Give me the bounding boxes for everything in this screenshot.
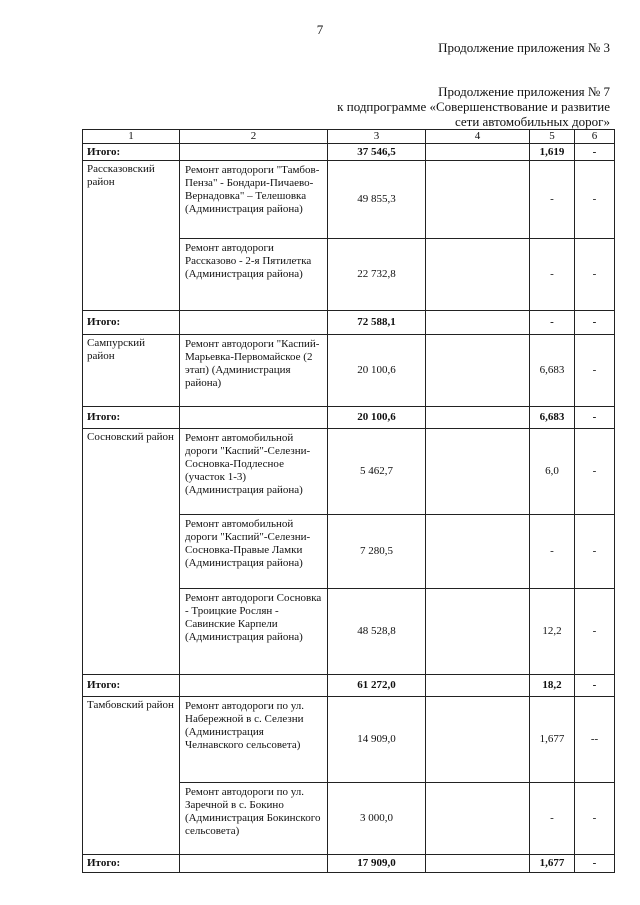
length: - [530, 239, 575, 311]
header-cell: 6 [575, 130, 615, 144]
work-description: Ремонт автодороги "Тамбов-Пенза" - Бондари-Пичаево-Вернадовка" – Телешовка (Администрация района) [180, 161, 328, 239]
work-description: Ремонт автодороги Сосновка - Троицкие Рослян - Савинские Карпели (Администрация района) [180, 589, 328, 675]
header-cell: 4 [426, 130, 530, 144]
work-description: Ремонт автодороги по ул. Набережной в с. Селезни (Администрация Челнавского сельсовета) [180, 697, 328, 783]
district-name: Сосновский район [83, 429, 180, 675]
amount: 3 000,0 [328, 783, 426, 855]
col6: - [575, 161, 615, 239]
table-row [83, 161, 615, 239]
length: 12,2 [530, 589, 575, 675]
total-row [83, 407, 615, 429]
table-row [83, 335, 615, 407]
length: - [530, 161, 575, 239]
header-cell: 3 [328, 130, 426, 144]
work-description: Ремонт автодороги по ул. Заречной в с. Бокино (Администрация Бокинского сельсовета) [180, 783, 328, 855]
work-description: Ремонт автодороги Рассказово - 2-я Пятилетка (Администрация района) [180, 239, 328, 311]
header-cell: 1 [83, 130, 180, 144]
col6: - [575, 589, 615, 675]
total-label: Итого: [83, 855, 180, 873]
amount: 7 280,5 [328, 515, 426, 589]
total-length: 6,683 [530, 407, 575, 429]
header-cell: 5 [530, 130, 575, 144]
length: - [530, 515, 575, 589]
amount: 22 732,8 [328, 239, 426, 311]
total-row [83, 311, 615, 335]
page-number: 7 [316, 22, 324, 37]
total-col6: - [575, 144, 615, 161]
total-label: Итого: [83, 407, 180, 429]
header-cell: 2 [180, 130, 328, 144]
amount: 48 528,8 [328, 589, 426, 675]
appendix-7-line2: к подпрограмме «Совершенствование и развитие [337, 99, 610, 114]
total-length: 1,619 [530, 144, 575, 161]
total-amount: 61 272,0 [328, 675, 426, 697]
total-col6: - [575, 675, 615, 697]
total-amount: 72 588,1 [328, 311, 426, 335]
total-row [83, 675, 615, 697]
table-row [83, 429, 615, 515]
col6: - [575, 239, 615, 311]
total-row [83, 144, 615, 161]
work-description: Ремонт автодороги "Каспий-Марьевка-Первомайское (2 этап) (Администрация района) [180, 335, 328, 407]
total-length: 1,677 [530, 855, 575, 873]
col6: -- [575, 697, 615, 783]
total-amount: 37 546,5 [328, 144, 426, 161]
col6: - [575, 783, 615, 855]
appendix-7-line1: Продолжение приложения № 7 [438, 84, 610, 99]
length: 6,0 [530, 429, 575, 515]
district-name: Тамбовский район [83, 697, 180, 855]
amount: 14 909,0 [328, 697, 426, 783]
total-col6: - [575, 311, 615, 335]
col6: - [575, 515, 615, 589]
length: 6,683 [530, 335, 575, 407]
total-label: Итого: [83, 144, 180, 161]
total-length: 18,2 [530, 675, 575, 697]
length: - [530, 783, 575, 855]
amount: 5 462,7 [328, 429, 426, 515]
work-description: Ремонт автомобильной дороги "Каспий"-Селезни-Сосновка-Подлесное (участок 1-3) (Администрация района) [180, 429, 328, 515]
total-col6: - [575, 855, 615, 873]
amount: 49 855,3 [328, 161, 426, 239]
amount: 20 100,6 [328, 335, 426, 407]
total-amount: 20 100,6 [328, 407, 426, 429]
roads-table [82, 129, 615, 873]
total-row [83, 855, 615, 873]
total-amount: 17 909,0 [328, 855, 426, 873]
total-length: - [530, 311, 575, 335]
district-name: Рассказовский район [83, 161, 180, 311]
col6: - [575, 429, 615, 515]
col6: - [575, 335, 615, 407]
length: 1,677 [530, 697, 575, 783]
appendix-3-continuation: Продолжение приложения № 3 [438, 40, 610, 55]
table-row [83, 697, 615, 783]
appendix-7-line3: сети автомобильных дорог» [454, 114, 610, 129]
district-name: Сампурский район [83, 335, 180, 407]
total-col6: - [575, 407, 615, 429]
work-description: Ремонт автомобильной дороги "Каспий"-Селезни-Сосновка-Правые Ламки (Администрация района) [180, 515, 328, 589]
total-label: Итого: [83, 311, 180, 335]
appendix-7-continuation [337, 84, 610, 129]
table-header-row [83, 130, 615, 144]
total-label: Итого: [83, 675, 180, 697]
